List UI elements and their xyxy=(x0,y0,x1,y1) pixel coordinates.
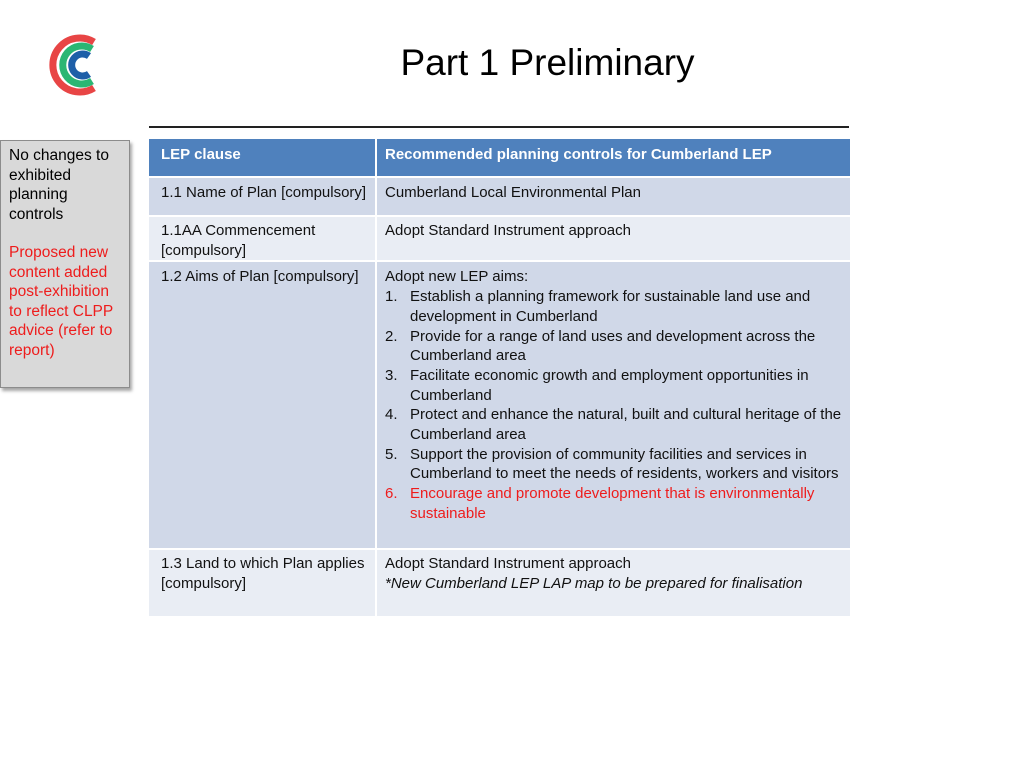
table-header-row xyxy=(149,139,850,178)
aim-text: Support the provision of community facilities and services in Cumberland to meet the needs of residents, workers and visitors xyxy=(410,445,839,483)
control-text: Adopt Standard Instrument approach xyxy=(385,555,631,573)
list-item xyxy=(385,287,842,326)
header-recommended-controls: Recommended planning controls for Cumberland LEP xyxy=(377,139,850,178)
aim-number: 4. xyxy=(385,406,398,424)
aims-intro: Adopt new LEP aims: xyxy=(385,268,529,286)
aim-number: 1. xyxy=(385,288,398,306)
control-cell xyxy=(377,550,850,618)
list-item xyxy=(385,327,842,366)
title-divider xyxy=(149,126,849,128)
aims-list xyxy=(385,287,842,523)
aim-text: Establish a planning framework for sustainable land use and development in Cumberland xyxy=(410,288,811,325)
control-cell xyxy=(377,262,850,550)
table-row xyxy=(149,262,850,550)
list-item xyxy=(385,366,842,405)
page-title: Part 1 Preliminary xyxy=(400,42,695,83)
legend-note-box xyxy=(0,140,130,388)
aim-text: Encourage and promote development that is environmentally sustainable xyxy=(410,485,815,522)
aim-number: 3. xyxy=(385,366,398,384)
control-cell: Adopt Standard Instrument approach xyxy=(377,217,850,262)
aim-text: Protect and enhance the natural, built and cultural heritage of the Cumberland area xyxy=(410,406,842,444)
aim-number: 6. xyxy=(385,485,398,503)
clause-cell: 1.1 Name of Plan [compulsory] xyxy=(149,178,377,217)
legend-proposed-new: Proposed new content added post-exhibition to reflect CLPP advice (refer to report) xyxy=(9,244,113,359)
aim-number: 2. xyxy=(385,327,398,345)
clause-cell: 1.1AA Commencement [compulsory] xyxy=(149,217,377,262)
list-item xyxy=(385,445,842,484)
clause-cell: 1.3 Land to which Plan applies [compulsory] xyxy=(149,550,377,618)
table-row xyxy=(149,178,850,217)
header-lep-clause: LEP clause xyxy=(149,139,377,178)
aim-text: Facilitate economic growth and employment opportunities in Cumberland xyxy=(410,366,809,404)
table-row xyxy=(149,217,850,262)
control-cell: Cumberland Local Environmental Plan xyxy=(377,178,850,217)
control-footnote: *New Cumberland LEP LAP map to be prepared for finalisation xyxy=(385,575,803,593)
clause-cell: 1.2 Aims of Plan [compulsory] xyxy=(149,262,377,550)
table-row xyxy=(149,550,850,618)
lep-clause-table xyxy=(149,139,850,618)
cumberland-logo-icon xyxy=(42,30,108,100)
aim-text: Provide for a range of land uses and development across the Cumberland area xyxy=(410,327,816,365)
aim-number: 5. xyxy=(385,445,398,463)
list-item-new-aim xyxy=(385,484,842,523)
legend-no-changes: No changes to exhibited planning controls xyxy=(9,147,109,223)
list-item xyxy=(385,405,842,444)
